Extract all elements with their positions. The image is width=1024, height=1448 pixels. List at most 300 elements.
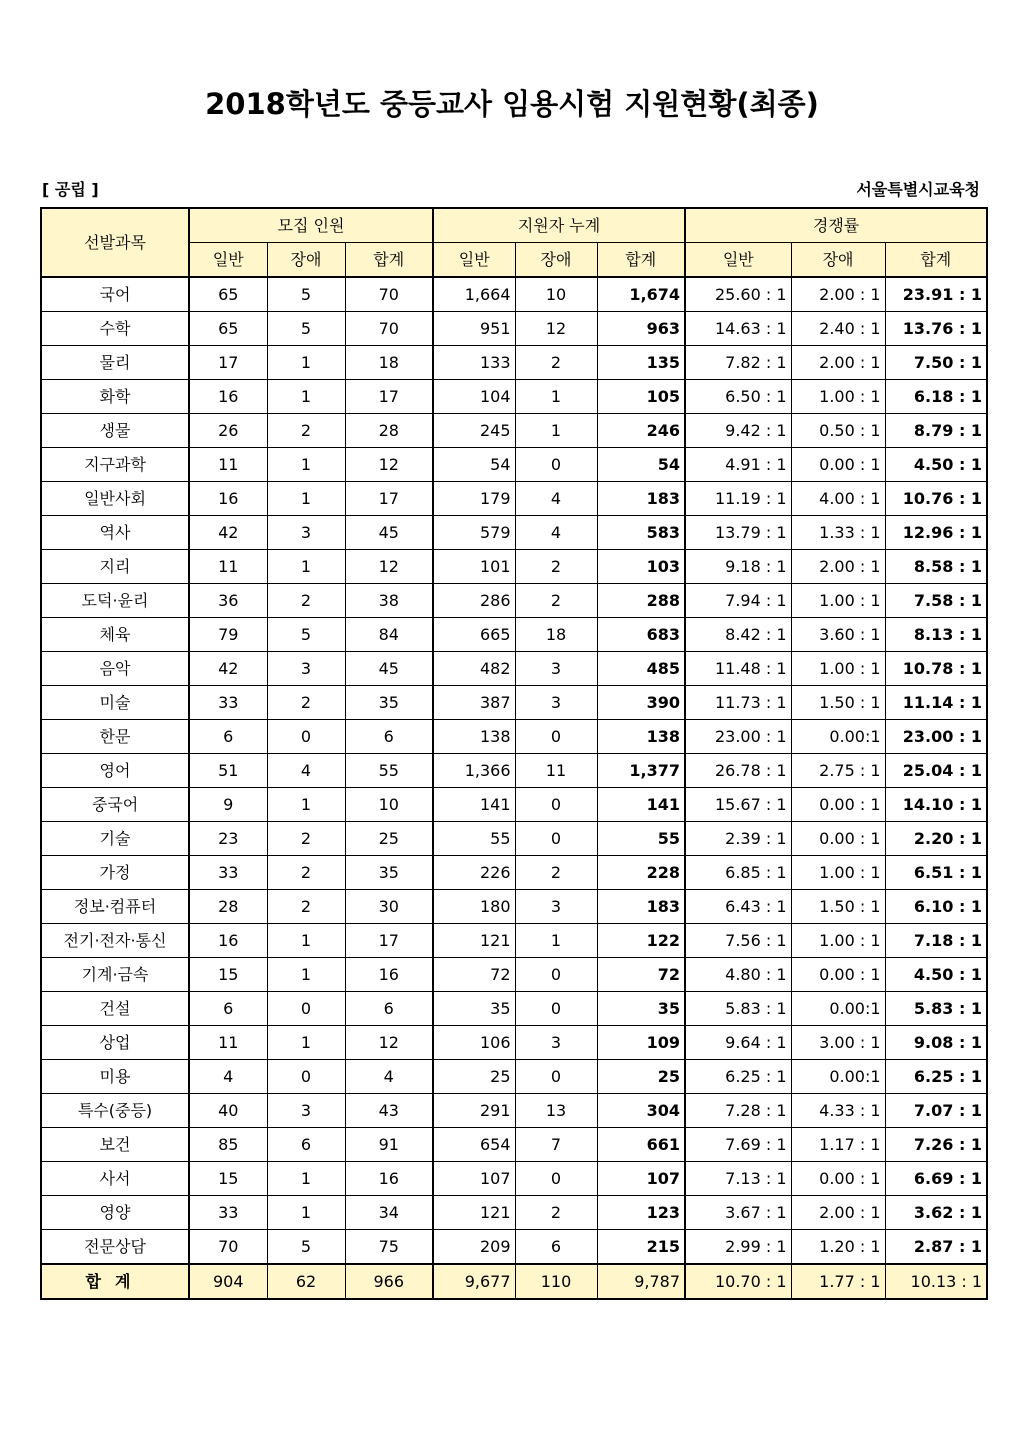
cell-recruit-general: 79 <box>189 618 267 652</box>
cell-subject: 화학 <box>41 380 189 414</box>
cell-ratio-total: 23.00 : 1 <box>885 720 987 754</box>
cell-ratio-disabled: 0.00:1 <box>791 720 885 754</box>
cell-recruit-total: 45 <box>345 652 433 686</box>
table-row <box>41 1196 987 1230</box>
cell-recruit-general: 51 <box>189 754 267 788</box>
cell-ratio-total: 8.13 : 1 <box>885 618 987 652</box>
cell-applicants-disabled: 3 <box>515 890 597 924</box>
cell-recruit-general: 15 <box>189 958 267 992</box>
table-row <box>41 448 987 482</box>
cell-ratio-total: 4.50 : 1 <box>885 448 987 482</box>
cell-recruit-general: 16 <box>189 380 267 414</box>
cell-applicants-total: 55 <box>597 822 685 856</box>
cell-ratio-general: 7.28 : 1 <box>685 1094 791 1128</box>
table-row <box>41 584 987 618</box>
cell-ratio-disabled: 1.00 : 1 <box>791 924 885 958</box>
cell-subject: 미용 <box>41 1060 189 1094</box>
table-row <box>41 686 987 720</box>
cell-ratio-general: 3.67 : 1 <box>685 1196 791 1230</box>
cell-recruit-total: 12 <box>345 1026 433 1060</box>
cell-recruit-total: 28 <box>345 414 433 448</box>
cell-subject: 미술 <box>41 686 189 720</box>
cell-applicants-total: 107 <box>597 1162 685 1196</box>
cell-ratio-disabled: 1.50 : 1 <box>791 686 885 720</box>
cell-ratio-total: 5.83 : 1 <box>885 992 987 1026</box>
table-row <box>41 890 987 924</box>
cell-ratio-total: 13.76 : 1 <box>885 312 987 346</box>
cell-ratio-disabled: 0.00:1 <box>791 992 885 1026</box>
header-ratio-total: 합계 <box>885 243 987 278</box>
cell-subject: 도덕·윤리 <box>41 584 189 618</box>
cell-applicants-general: 245 <box>433 414 515 448</box>
header-row-1 <box>41 208 987 243</box>
cell-ratio-general: 2.39 : 1 <box>685 822 791 856</box>
cell-recruit-general: 23 <box>189 822 267 856</box>
cell-applicants-general: 55 <box>433 822 515 856</box>
cell-ratio-disabled: 3.00 : 1 <box>791 1026 885 1060</box>
header-applicants-general: 일반 <box>433 243 515 278</box>
cell-applicants-general: 579 <box>433 516 515 550</box>
cell-applicants-general: 387 <box>433 686 515 720</box>
cell-applicants-general: 291 <box>433 1094 515 1128</box>
cell-applicants-total: 183 <box>597 890 685 924</box>
cell-recruit-disabled: 5 <box>267 277 345 312</box>
cell-ratio-general: 11.48 : 1 <box>685 652 791 686</box>
cell-recruit-general: 16 <box>189 482 267 516</box>
cell-ratio-disabled: 2.40 : 1 <box>791 312 885 346</box>
cell-ratio-disabled: 0.00 : 1 <box>791 1162 885 1196</box>
table-row <box>41 550 987 584</box>
cell-applicants-disabled: 3 <box>515 686 597 720</box>
cell-recruit-general: 6 <box>189 992 267 1026</box>
header-applicants-total: 합계 <box>597 243 685 278</box>
cell-ratio-total: 6.18 : 1 <box>885 380 987 414</box>
cell-recruit-total: 16 <box>345 958 433 992</box>
cell-recruit-total: 25 <box>345 822 433 856</box>
cell-recruit-total: 70 <box>345 312 433 346</box>
cell-applicants-general: 106 <box>433 1026 515 1060</box>
cell-recruit-total: 38 <box>345 584 433 618</box>
cell-ratio-total: 8.58 : 1 <box>885 550 987 584</box>
cell-recruit-general: 33 <box>189 686 267 720</box>
cell-subject: 특수(중등) <box>41 1094 189 1128</box>
cell-applicants-disabled: 3 <box>515 652 597 686</box>
cell-applicants-disabled: 2 <box>515 584 597 618</box>
table-row <box>41 1026 987 1060</box>
cell-recruit-disabled: 2 <box>267 890 345 924</box>
cell-ratio-general: 2.99 : 1 <box>685 1230 791 1265</box>
cell-ratio-general: 25.60 : 1 <box>685 277 791 312</box>
cell-ratio-general: 11.73 : 1 <box>685 686 791 720</box>
cell-ratio-disabled: 2.00 : 1 <box>791 550 885 584</box>
table-row <box>41 1162 987 1196</box>
cell-recruit-general: 11 <box>189 550 267 584</box>
cell-ratio-general: 23.00 : 1 <box>685 720 791 754</box>
table-row <box>41 856 987 890</box>
cell-recruit-disabled: 3 <box>267 516 345 550</box>
table-row <box>41 958 987 992</box>
issuer-label: 서울특별시교육청 <box>856 180 980 199</box>
cell-applicants-total: 683 <box>597 618 685 652</box>
cell-applicants-total: 138 <box>597 720 685 754</box>
cell-applicants-disabled: 2 <box>515 346 597 380</box>
table-row <box>41 992 987 1026</box>
cell-recruit-total: 10 <box>345 788 433 822</box>
cell-applicants-total: 228 <box>597 856 685 890</box>
cell-applicants-general: 482 <box>433 652 515 686</box>
cell-recruit-disabled: 2 <box>267 414 345 448</box>
cell-recruit-total: 16 <box>345 1162 433 1196</box>
cell-recruit-general: 6 <box>189 720 267 754</box>
cell-recruit-disabled: 1 <box>267 788 345 822</box>
cell-ratio-general: 26.78 : 1 <box>685 754 791 788</box>
table-row <box>41 482 987 516</box>
cell-subject: 영양 <box>41 1196 189 1230</box>
cell-applicants-total: 135 <box>597 346 685 380</box>
cell-recruit-total: 18 <box>345 346 433 380</box>
cell-subject: 일반사회 <box>41 482 189 516</box>
cell-ratio-total: 6.25 : 1 <box>885 1060 987 1094</box>
cell-recruit-total: 35 <box>345 686 433 720</box>
total-cell-recruit-general: 904 <box>189 1264 267 1299</box>
table-row <box>41 1060 987 1094</box>
header-ratio-disabled: 장애 <box>791 243 885 278</box>
cell-applicants-total: 390 <box>597 686 685 720</box>
cell-applicants-general: 104 <box>433 380 515 414</box>
table-row <box>41 788 987 822</box>
cell-subject: 정보·컴퓨터 <box>41 890 189 924</box>
cell-applicants-disabled: 4 <box>515 482 597 516</box>
cell-ratio-total: 14.10 : 1 <box>885 788 987 822</box>
cell-recruit-total: 91 <box>345 1128 433 1162</box>
total-cell-subject: 합계 <box>41 1264 189 1299</box>
cell-applicants-total: 54 <box>597 448 685 482</box>
cell-recruit-total: 17 <box>345 924 433 958</box>
cell-ratio-total: 3.62 : 1 <box>885 1196 987 1230</box>
cell-applicants-total: 109 <box>597 1026 685 1060</box>
cell-ratio-general: 4.91 : 1 <box>685 448 791 482</box>
cell-applicants-disabled: 0 <box>515 720 597 754</box>
cell-applicants-general: 141 <box>433 788 515 822</box>
cell-applicants-general: 180 <box>433 890 515 924</box>
cell-applicants-general: 25 <box>433 1060 515 1094</box>
cell-applicants-general: 72 <box>433 958 515 992</box>
cell-recruit-general: 33 <box>189 1196 267 1230</box>
cell-ratio-disabled: 3.60 : 1 <box>791 618 885 652</box>
header-subject: 선발과목 <box>41 208 189 277</box>
cell-recruit-general: 16 <box>189 924 267 958</box>
cell-ratio-disabled: 0.00 : 1 <box>791 448 885 482</box>
cell-ratio-disabled: 0.50 : 1 <box>791 414 885 448</box>
cell-recruit-total: 35 <box>345 856 433 890</box>
cell-ratio-disabled: 1.20 : 1 <box>791 1230 885 1265</box>
cell-applicants-general: 133 <box>433 346 515 380</box>
cell-ratio-disabled: 2.75 : 1 <box>791 754 885 788</box>
total-cell-applicants-general: 9,677 <box>433 1264 515 1299</box>
cell-recruit-general: 42 <box>189 652 267 686</box>
cell-applicants-general: 665 <box>433 618 515 652</box>
cell-ratio-total: 7.50 : 1 <box>885 346 987 380</box>
cell-recruit-disabled: 1 <box>267 1196 345 1230</box>
header-recruit-disabled: 장애 <box>267 243 345 278</box>
cell-recruit-total: 17 <box>345 380 433 414</box>
cell-ratio-total: 7.07 : 1 <box>885 1094 987 1128</box>
cell-applicants-total: 72 <box>597 958 685 992</box>
applicants-table <box>40 207 988 1300</box>
header-applicants-disabled: 장애 <box>515 243 597 278</box>
cell-applicants-total: 485 <box>597 652 685 686</box>
cell-recruit-total: 6 <box>345 720 433 754</box>
cell-ratio-disabled: 4.00 : 1 <box>791 482 885 516</box>
table-row <box>41 1230 987 1265</box>
cell-recruit-general: 17 <box>189 346 267 380</box>
cell-recruit-general: 42 <box>189 516 267 550</box>
cell-ratio-disabled: 1.00 : 1 <box>791 856 885 890</box>
cell-ratio-disabled: 1.33 : 1 <box>791 516 885 550</box>
cell-applicants-general: 121 <box>433 1196 515 1230</box>
cell-recruit-total: 12 <box>345 448 433 482</box>
cell-applicants-total: 141 <box>597 788 685 822</box>
cell-ratio-total: 9.08 : 1 <box>885 1026 987 1060</box>
cell-recruit-disabled: 1 <box>267 1026 345 1060</box>
cell-subject: 한문 <box>41 720 189 754</box>
cell-applicants-general: 35 <box>433 992 515 1026</box>
table-row <box>41 652 987 686</box>
cell-ratio-total: 23.91 : 1 <box>885 277 987 312</box>
cell-recruit-total: 17 <box>345 482 433 516</box>
cell-subject: 중국어 <box>41 788 189 822</box>
cell-ratio-disabled: 4.33 : 1 <box>791 1094 885 1128</box>
cell-subject: 수학 <box>41 312 189 346</box>
cell-ratio-disabled: 0.00 : 1 <box>791 822 885 856</box>
cell-applicants-general: 209 <box>433 1230 515 1265</box>
cell-applicants-total: 25 <box>597 1060 685 1094</box>
cell-ratio-disabled: 0.00:1 <box>791 1060 885 1094</box>
table-row <box>41 1094 987 1128</box>
header-recruit-total: 합계 <box>345 243 433 278</box>
cell-applicants-disabled: 1 <box>515 924 597 958</box>
cell-ratio-total: 12.96 : 1 <box>885 516 987 550</box>
cell-ratio-total: 10.76 : 1 <box>885 482 987 516</box>
cell-applicants-total: 246 <box>597 414 685 448</box>
cell-applicants-total: 1,377 <box>597 754 685 788</box>
cell-ratio-total: 6.51 : 1 <box>885 856 987 890</box>
cell-applicants-total: 103 <box>597 550 685 584</box>
cell-applicants-general: 179 <box>433 482 515 516</box>
table-row <box>41 414 987 448</box>
cell-recruit-disabled: 1 <box>267 346 345 380</box>
cell-applicants-total: 122 <box>597 924 685 958</box>
cell-ratio-general: 6.25 : 1 <box>685 1060 791 1094</box>
header-applicants: 지원자 누계 <box>433 208 685 243</box>
cell-recruit-disabled: 4 <box>267 754 345 788</box>
header-recruit: 모집 인원 <box>189 208 433 243</box>
cell-recruit-total: 55 <box>345 754 433 788</box>
cell-applicants-disabled: 0 <box>515 958 597 992</box>
cell-recruit-disabled: 5 <box>267 1230 345 1265</box>
cell-ratio-general: 8.42 : 1 <box>685 618 791 652</box>
cell-ratio-disabled: 2.00 : 1 <box>791 346 885 380</box>
total-cell-ratio-total: 10.13 : 1 <box>885 1264 987 1299</box>
cell-ratio-general: 7.82 : 1 <box>685 346 791 380</box>
cell-ratio-general: 5.83 : 1 <box>685 992 791 1026</box>
table-row <box>41 822 987 856</box>
cell-applicants-disabled: 0 <box>515 448 597 482</box>
total-cell-applicants-disabled: 110 <box>515 1264 597 1299</box>
cell-recruit-general: 15 <box>189 1162 267 1196</box>
cell-applicants-total: 661 <box>597 1128 685 1162</box>
cell-recruit-total: 70 <box>345 277 433 312</box>
cell-applicants-total: 215 <box>597 1230 685 1265</box>
cell-applicants-disabled: 2 <box>515 856 597 890</box>
total-cell-ratio-disabled: 1.77 : 1 <box>791 1264 885 1299</box>
cell-applicants-disabled: 13 <box>515 1094 597 1128</box>
cell-applicants-disabled: 11 <box>515 754 597 788</box>
cell-recruit-general: 4 <box>189 1060 267 1094</box>
cell-applicants-disabled: 0 <box>515 822 597 856</box>
cell-subject: 물리 <box>41 346 189 380</box>
cell-recruit-total: 12 <box>345 550 433 584</box>
cell-applicants-disabled: 0 <box>515 1162 597 1196</box>
cell-recruit-general: 11 <box>189 448 267 482</box>
total-cell-ratio-general: 10.70 : 1 <box>685 1264 791 1299</box>
cell-ratio-general: 6.85 : 1 <box>685 856 791 890</box>
header-recruit-general: 일반 <box>189 243 267 278</box>
table-row <box>41 720 987 754</box>
cell-recruit-general: 11 <box>189 1026 267 1060</box>
cell-applicants-general: 107 <box>433 1162 515 1196</box>
cell-applicants-disabled: 10 <box>515 277 597 312</box>
cell-recruit-disabled: 1 <box>267 1162 345 1196</box>
cell-applicants-disabled: 2 <box>515 550 597 584</box>
cell-ratio-total: 4.50 : 1 <box>885 958 987 992</box>
cell-applicants-disabled: 4 <box>515 516 597 550</box>
cell-ratio-general: 7.94 : 1 <box>685 584 791 618</box>
cell-applicants-disabled: 1 <box>515 414 597 448</box>
cell-ratio-total: 11.14 : 1 <box>885 686 987 720</box>
cell-applicants-general: 226 <box>433 856 515 890</box>
cell-applicants-total: 105 <box>597 380 685 414</box>
cell-recruit-general: 65 <box>189 277 267 312</box>
cell-subject: 가정 <box>41 856 189 890</box>
table-row <box>41 1128 987 1162</box>
cell-recruit-disabled: 2 <box>267 584 345 618</box>
cell-subject: 전문상담 <box>41 1230 189 1265</box>
cell-subject: 기술 <box>41 822 189 856</box>
header-ratio: 경쟁률 <box>685 208 987 243</box>
cell-recruit-total: 30 <box>345 890 433 924</box>
cell-recruit-general: 28 <box>189 890 267 924</box>
cell-applicants-disabled: 6 <box>515 1230 597 1265</box>
cell-applicants-total: 288 <box>597 584 685 618</box>
total-cell-recruit-total: 966 <box>345 1264 433 1299</box>
cell-subject: 지구과학 <box>41 448 189 482</box>
cell-applicants-disabled: 0 <box>515 992 597 1026</box>
cell-applicants-disabled: 0 <box>515 1060 597 1094</box>
cell-ratio-general: 7.56 : 1 <box>685 924 791 958</box>
cell-applicants-total: 304 <box>597 1094 685 1128</box>
cell-applicants-general: 101 <box>433 550 515 584</box>
table-row <box>41 312 987 346</box>
total-cell-recruit-disabled: 62 <box>267 1264 345 1299</box>
cell-recruit-disabled: 1 <box>267 482 345 516</box>
total-row <box>41 1264 987 1299</box>
cell-recruit-disabled: 2 <box>267 822 345 856</box>
cell-subject: 생물 <box>41 414 189 448</box>
cell-subject: 보건 <box>41 1128 189 1162</box>
page-title: 2018학년도 중등교사 임용시험 지원현황(최종) <box>205 87 819 121</box>
cell-ratio-disabled: 2.00 : 1 <box>791 1196 885 1230</box>
cell-applicants-general: 654 <box>433 1128 515 1162</box>
cell-applicants-general: 138 <box>433 720 515 754</box>
cell-ratio-disabled: 1.00 : 1 <box>791 380 885 414</box>
table-row <box>41 516 987 550</box>
cell-recruit-general: 85 <box>189 1128 267 1162</box>
cell-applicants-total: 963 <box>597 312 685 346</box>
cell-ratio-general: 13.79 : 1 <box>685 516 791 550</box>
cell-subject: 영어 <box>41 754 189 788</box>
cell-ratio-total: 2.87 : 1 <box>885 1230 987 1265</box>
cell-ratio-disabled: 1.00 : 1 <box>791 652 885 686</box>
cell-subject: 국어 <box>41 277 189 312</box>
cell-ratio-total: 7.18 : 1 <box>885 924 987 958</box>
cell-applicants-general: 1,664 <box>433 277 515 312</box>
cell-ratio-general: 9.64 : 1 <box>685 1026 791 1060</box>
cell-ratio-total: 8.79 : 1 <box>885 414 987 448</box>
cell-recruit-disabled: 6 <box>267 1128 345 1162</box>
cell-ratio-total: 7.58 : 1 <box>885 584 987 618</box>
cell-ratio-total: 25.04 : 1 <box>885 754 987 788</box>
cell-subject: 전기·전자·통신 <box>41 924 189 958</box>
cell-applicants-general: 1,366 <box>433 754 515 788</box>
cell-applicants-total: 1,674 <box>597 277 685 312</box>
cell-recruit-total: 6 <box>345 992 433 1026</box>
cell-ratio-general: 6.50 : 1 <box>685 380 791 414</box>
cell-subject: 사서 <box>41 1162 189 1196</box>
cell-recruit-disabled: 0 <box>267 992 345 1026</box>
category-label: [ 공립 ] <box>42 180 99 199</box>
cell-ratio-disabled: 0.00 : 1 <box>791 788 885 822</box>
header-ratio-general: 일반 <box>685 243 791 278</box>
cell-ratio-disabled: 0.00 : 1 <box>791 958 885 992</box>
table-row <box>41 277 987 312</box>
cell-subject: 체육 <box>41 618 189 652</box>
cell-applicants-disabled: 7 <box>515 1128 597 1162</box>
cell-applicants-total: 183 <box>597 482 685 516</box>
cell-recruit-total: 45 <box>345 516 433 550</box>
total-cell-applicants-total: 9,787 <box>597 1264 685 1299</box>
cell-ratio-disabled: 1.17 : 1 <box>791 1128 885 1162</box>
cell-recruit-total: 84 <box>345 618 433 652</box>
table-row <box>41 618 987 652</box>
cell-subject: 상업 <box>41 1026 189 1060</box>
cell-ratio-total: 7.26 : 1 <box>885 1128 987 1162</box>
cell-recruit-disabled: 2 <box>267 686 345 720</box>
cell-recruit-disabled: 0 <box>267 1060 345 1094</box>
cell-recruit-disabled: 1 <box>267 958 345 992</box>
table-row <box>41 924 987 958</box>
cell-ratio-general: 11.19 : 1 <box>685 482 791 516</box>
cell-applicants-general: 951 <box>433 312 515 346</box>
cell-recruit-disabled: 3 <box>267 1094 345 1128</box>
cell-recruit-total: 34 <box>345 1196 433 1230</box>
cell-recruit-disabled: 3 <box>267 652 345 686</box>
cell-recruit-disabled: 1 <box>267 380 345 414</box>
cell-ratio-total: 10.78 : 1 <box>885 652 987 686</box>
cell-ratio-general: 14.63 : 1 <box>685 312 791 346</box>
cell-applicants-disabled: 0 <box>515 788 597 822</box>
cell-recruit-disabled: 5 <box>267 618 345 652</box>
